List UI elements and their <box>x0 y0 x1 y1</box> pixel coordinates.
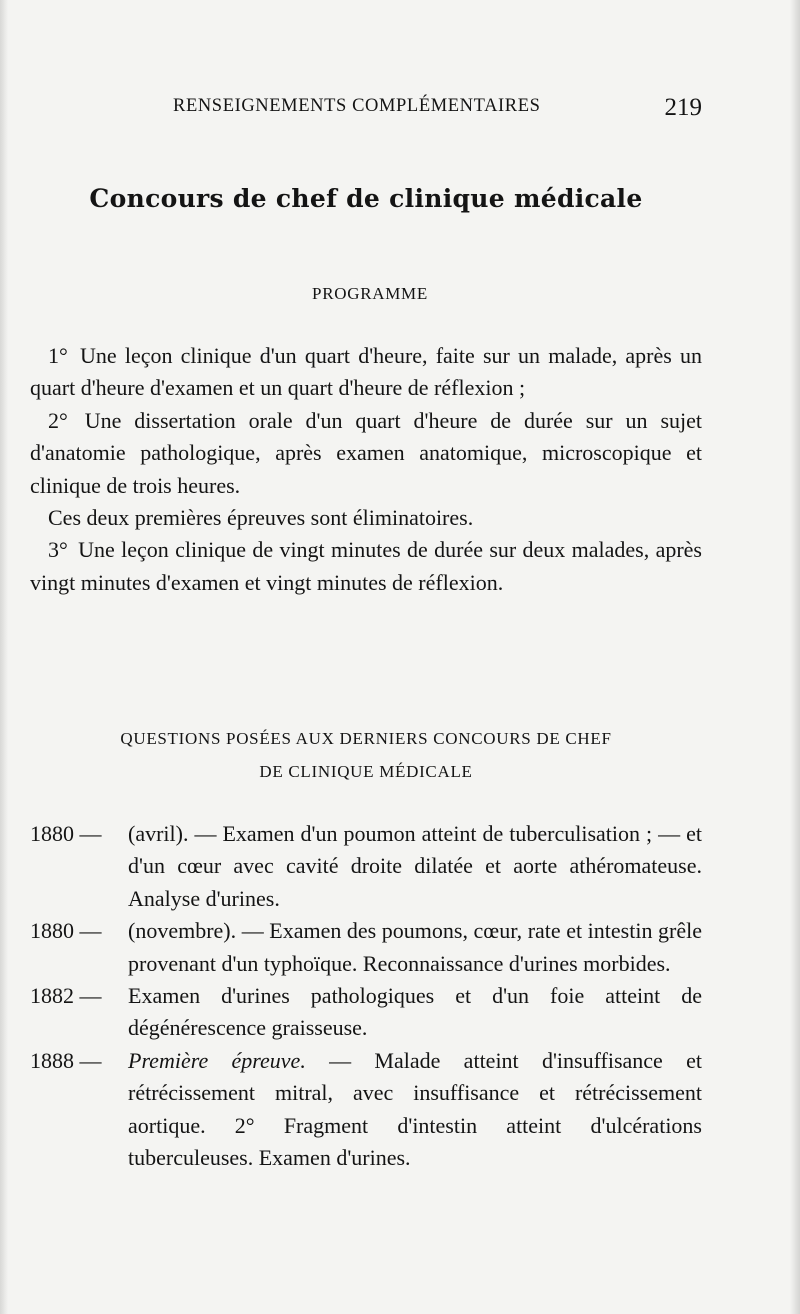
exam-entry <box>30 980 702 1045</box>
exam-entry <box>30 915 702 980</box>
section-title: Concours de chef de clinique médicale <box>89 184 643 213</box>
page-number: 219 <box>664 94 702 121</box>
page-edge-left <box>0 0 8 1314</box>
running-head <box>30 94 702 124</box>
exam-entry <box>30 1045 702 1175</box>
programme-item <box>30 340 702 405</box>
exam-text: Examen d'urines pathologiques et d'un foie atteint de dégénérescence graisseuse. <box>128 983 702 1041</box>
exam-questions-list <box>30 818 702 1174</box>
programme-item <box>30 405 702 502</box>
item-number: 2° <box>48 407 68 433</box>
item-text: Ces deux premières épreuves sont éliminatoires. <box>48 505 474 531</box>
page-edge-right <box>790 0 800 1314</box>
item-text: Une leçon clinique d'un quart d'heure, faite sur un malade, après un quart d'heure d'examen et un quart d'heure de réflexion ; <box>30 343 702 401</box>
exam-text: (novembre). — Examen des poumons, cœur, rate et intestin grêle provenant d'un typhoïque. Reconnaissance d'urines morbides. <box>128 918 702 976</box>
item-number: 1° <box>48 343 68 368</box>
questions-heading-line: DE CLINIQUE MÉDICALE <box>259 762 473 781</box>
exam-entry <box>30 818 702 915</box>
exam-year: 1888 — <box>30 1047 102 1073</box>
programme-item <box>30 534 702 599</box>
exam-text-rest: — Malade atteint d'insuffisance et rétrécissement mitral, avec insuffisance et rétrécissement aortique. 2° Fragment d'intestin atteint d'ulcérations tuberculeuses. Examen d'urines. <box>128 1047 702 1171</box>
exam-year: 1880 — <box>30 821 102 846</box>
questions-heading-line: QUESTIONS POSÉES AUX DERNIERS CONCOURS DE CHEF <box>120 729 612 748</box>
item-number: 3° <box>48 537 68 563</box>
programme-heading: PROGRAMME <box>312 284 428 303</box>
programme-note <box>30 502 702 534</box>
item-text: Une dissertation orale d'un quart d'heure de durée sur un sujet d'anatomie pathologique, après examen anatomique, microscopique et clinique de trois heures. <box>30 407 703 498</box>
item-text: Une leçon clinique de vingt minutes de durée sur deux malades, après vingt minutes d'examen et vingt minutes de réflexion. <box>30 537 702 595</box>
questions-heading <box>30 722 702 788</box>
exam-text: (avril). — Examen d'un poumon atteint de tuberculisation ; — et d'un cœur avec cavité droite dilatée et aorte athéromateuse. Analyse d'urines. <box>128 821 702 911</box>
programme-list <box>30 340 702 599</box>
exam-year: 1880 — <box>30 918 102 944</box>
exam-emphasis: Première épreuve. <box>128 1047 306 1073</box>
running-head-title: RENSEIGNEMENTS COMPLÉMENTAIRES <box>173 96 541 116</box>
exam-year: 1882 — <box>30 983 102 1009</box>
exam-text <box>128 1045 702 1175</box>
